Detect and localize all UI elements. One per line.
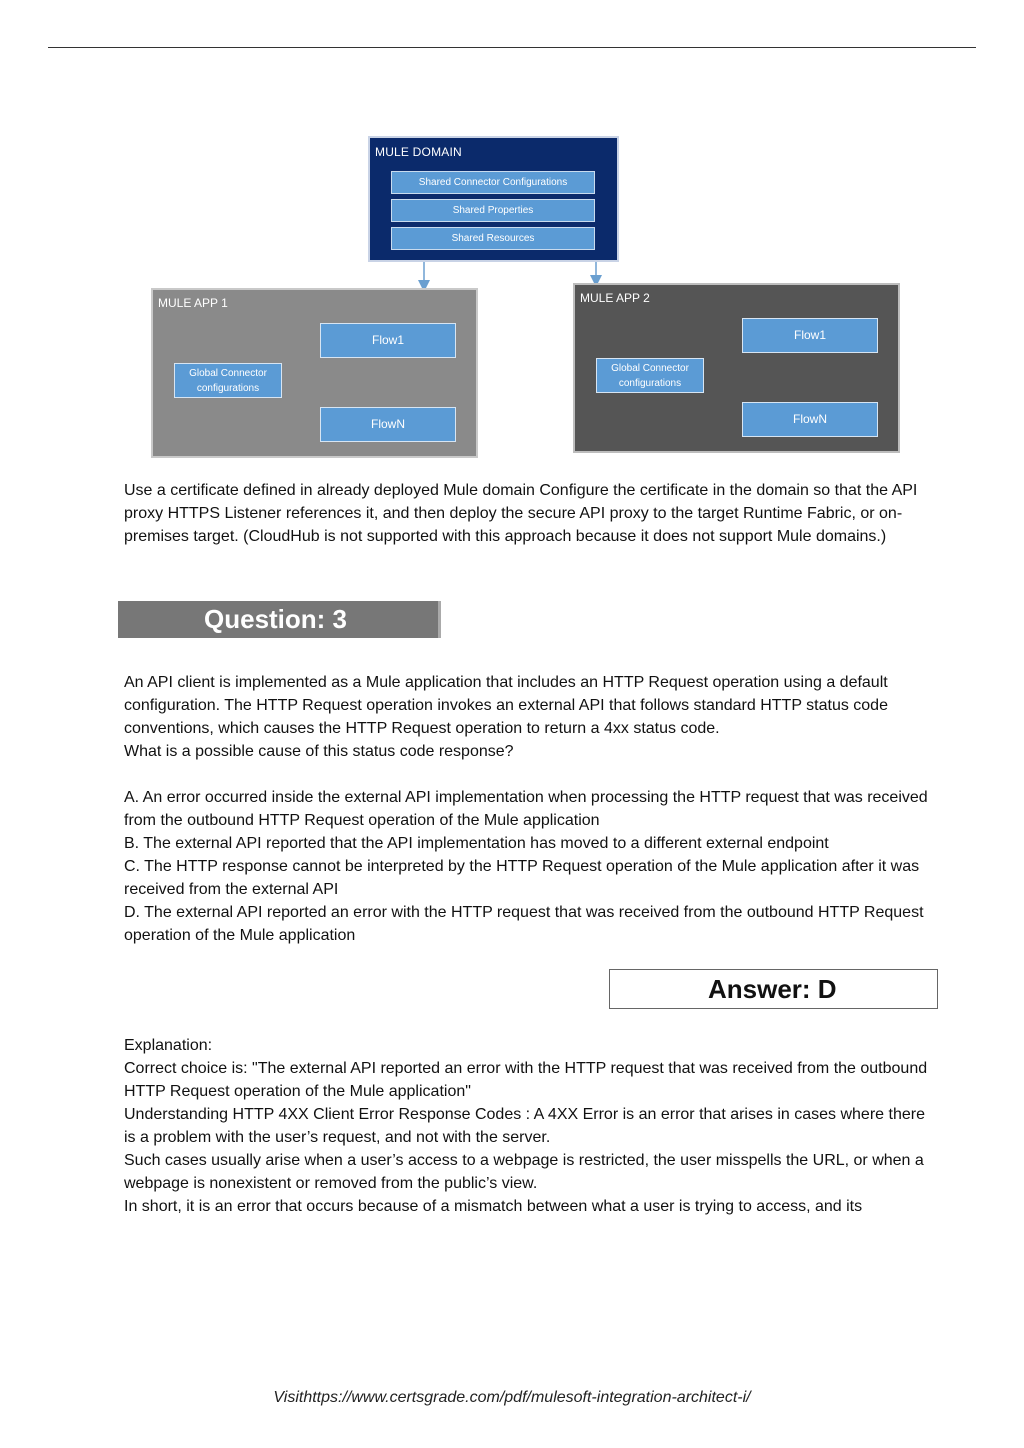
spacer <box>124 763 934 786</box>
explanation-line: In short, it is an error that occurs because of a mismatch between what a user is trying to access, and its <box>124 1198 863 1215</box>
header-rule <box>48 47 976 48</box>
app1-global-connector <box>174 363 282 398</box>
mule-app-2-box <box>573 283 900 453</box>
question-banner <box>118 601 441 638</box>
mule-domain-box <box>368 136 619 262</box>
mule-app-1-box <box>151 288 478 458</box>
explanation-line: Understanding HTTP 4XX Client Error Response Codes : A 4XX Error is an error that arises in cases where there is a problem with the user’s request, and not with the server. <box>124 1106 925 1146</box>
shared-properties: Shared Properties <box>391 199 595 222</box>
explanation-line: Such cases usually arise when a user’s access to a webpage is restricted, the user misspells the URL, or when a webpage is nonexistent or removed from the public’s view. <box>124 1152 924 1192</box>
mule-domain-diagram <box>148 136 904 462</box>
shared-resources: Shared Resources <box>391 227 595 250</box>
option-d: D. The external API reported an error with the HTTP request that was received from the outbound HTTP Request operation of the Mule application <box>124 904 924 944</box>
question-prompt: What is a possible cause of this status code response? <box>124 743 514 760</box>
app2-flow1: Flow1 <box>742 318 878 353</box>
explanation-line: Correct choice is: "The external API reported an error with the HTTP request that was received from the outbound HTTP Request operation of the Mule application" <box>124 1060 928 1100</box>
answer-label: Answer: D <box>708 974 837 1004</box>
intro-text: Use a certificate defined in already deployed Mule domain Configure the certificate in the domain so that the API proxy HTTPS Listener references it, and then deploy the secure API proxy to the target Runtime Fabric, or on-premises target. (CloudHub is not supported with this approach because it does not support Mule domains.) <box>124 482 918 545</box>
shared-connector-configurations: Shared Connector Configurations <box>391 171 595 194</box>
option-b: B. The external API reported that the API implementation has moved to a different external endpoint <box>124 835 829 852</box>
app2-global-line1: Global Connector <box>611 363 689 374</box>
intro-paragraph <box>124 479 934 548</box>
option-c: C. The HTTP response cannot be interpreted by the HTTP Request operation of the Mule application after it was received from the external API <box>124 858 920 898</box>
app2-global-line2: configurations <box>618 378 682 389</box>
question-label: Question: 3 <box>204 604 348 634</box>
app1-global-line1: Global Connector <box>189 368 267 379</box>
mule-app-1-title: MULE APP 1 <box>158 296 228 310</box>
app1-flow1: Flow1 <box>320 323 456 358</box>
app1-flown: FlowN <box>320 407 456 442</box>
app1-global-line2: configurations <box>196 383 260 394</box>
app2-global-connector <box>596 358 704 393</box>
app2-flown: FlowN <box>742 402 878 437</box>
explanation-section <box>124 1034 934 1218</box>
option-a: A. An error occurred inside the external API implementation when processing the HTTP request that was received from the outbound HTTP Request operation of the Mule application <box>124 789 928 829</box>
question-text: An API client is implemented as a Mule application that includes an HTTP Request operation using a default configuration. The HTTP Request operation invokes an external API that follows standard HTTP status code conventions, which causes the HTTP Request operation to return a 4xx status code. <box>124 674 888 737</box>
explanation-heading: Explanation: <box>124 1037 213 1054</box>
mule-domain-title: MULE DOMAIN <box>375 145 462 159</box>
footer-link-text: Visithttps://www.certsgrade.com/pdf/mulesoft-integration-architect-i/ <box>273 1389 751 1406</box>
question-body <box>124 671 934 947</box>
mule-app-2-title: MULE APP 2 <box>580 291 650 305</box>
answer-box <box>609 969 938 1009</box>
